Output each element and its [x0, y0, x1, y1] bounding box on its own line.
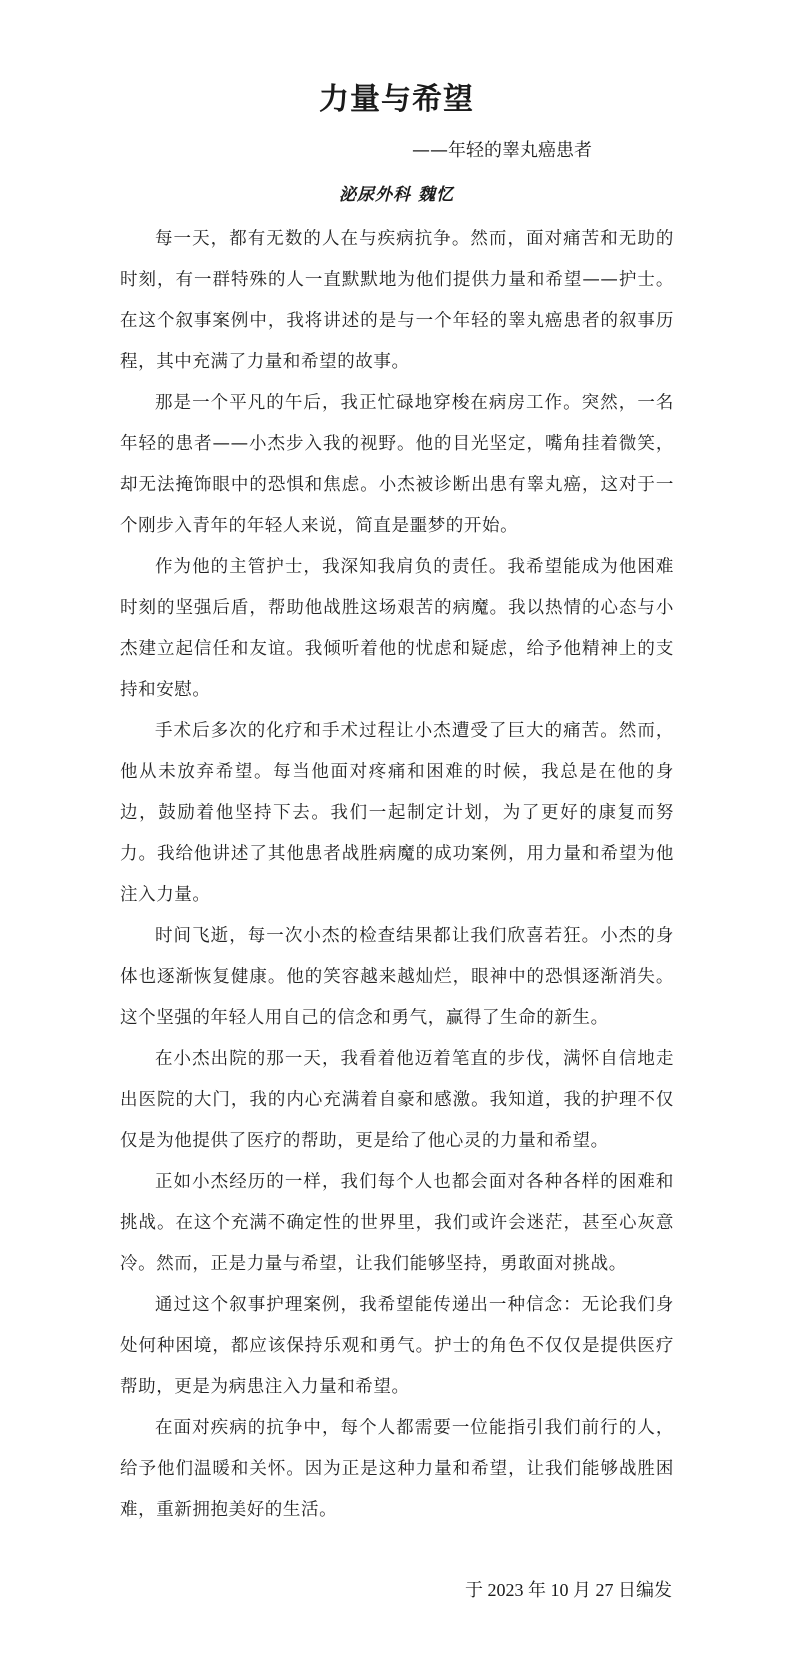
paragraph: 正如小杰经历的一样，我们每个人也都会面对各种各样的困难和挑战。在这个充满不确定性的世界里，我们或许会迷茫，甚至心灰意冷。然而，正是力量与希望，让我们能够坚持，勇敢面对挑战。 [120, 1172, 674, 1274]
paragraph: 那是一个平凡的午后，我正忙碌地穿梭在病房工作。突然，一名年轻的患者——小杰步入我的视野。他的目光坚定，嘴角挂着微笑，却无法掩饰眼中的恐惧和焦虑。小杰被诊断出患有睾丸癌，这对于一个刚步入青年的年轻人来说，简直是噩梦的开始。 [120, 393, 674, 536]
paragraph: 在面对疾病的抗争中，每个人都需要一位能指引我们前行的人，给予他们温暖和关怀。因为正是这种力量和希望，让我们能够战胜困难，重新拥抱美好的生活。 [120, 1418, 674, 1520]
paragraph: 在小杰出院的那一天，我看着他迈着笔直的步伐，满怀自信地走出医院的大门，我的内心充满着自豪和感激。我知道，我的护理不仅仅是为他提供了医疗的帮助，更是给了他心灵的力量和希望。 [120, 1049, 674, 1151]
paragraph: 时间飞逝，每一次小杰的检查结果都让我们欣喜若狂。小杰的身体也逐渐恢复健康。他的笑容越来越灿烂，眼神中的恐惧逐渐消失。这个坚强的年轻人用自己的信念和勇气，赢得了生命的新生。 [120, 926, 674, 1028]
issue-date: 于 2023 年 10 月 27 日编发 [465, 1580, 672, 1600]
paragraph: 每一天，都有无数的人在与疾病抗争。然而，面对痛苦和无助的时刻，有一群特殊的人一直默默地为他们提供力量和希望——护士。在这个叙事案例中，我将讲述的是与一个年轻的睾丸癌患者的叙事历程，其中充满了力量和希望的故事。 [120, 229, 674, 372]
document-subtitle: ——年轻的睾丸癌患者 [412, 140, 592, 161]
author-line: 泌尿外科 魏忆 [339, 185, 454, 205]
paragraph: 作为他的主管护士，我深知我肩负的责任。我希望能成为他困难时刻的坚强后盾，帮助他战胜这场艰苦的病魔。我以热情的心态与小杰建立起信任和友谊。我倾听着他的忧虑和疑虑，给予他精神上的支持和安慰。 [120, 557, 674, 700]
document-title: 力量与希望 [319, 82, 474, 117]
paragraph: 手术后多次的化疗和手术过程让小杰遭受了巨大的痛苦。然而，他从未放弃希望。每当他面对疼痛和困难的时候，我总是在他的身边，鼓励着他坚持下去。我们一起制定计划，为了更好的康复而努力。我给他讲述了其他患者战胜病魔的成功案例，用力量和希望为他注入力量。 [120, 721, 674, 905]
document-body [120, 219, 674, 1531]
paragraph: 通过这个叙事护理案例，我希望能传递出一种信念：无论我们身处何种困境，都应该保持乐观和勇气。护士的角色不仅仅是提供医疗帮助，更是为病患注入力量和希望。 [120, 1295, 674, 1397]
